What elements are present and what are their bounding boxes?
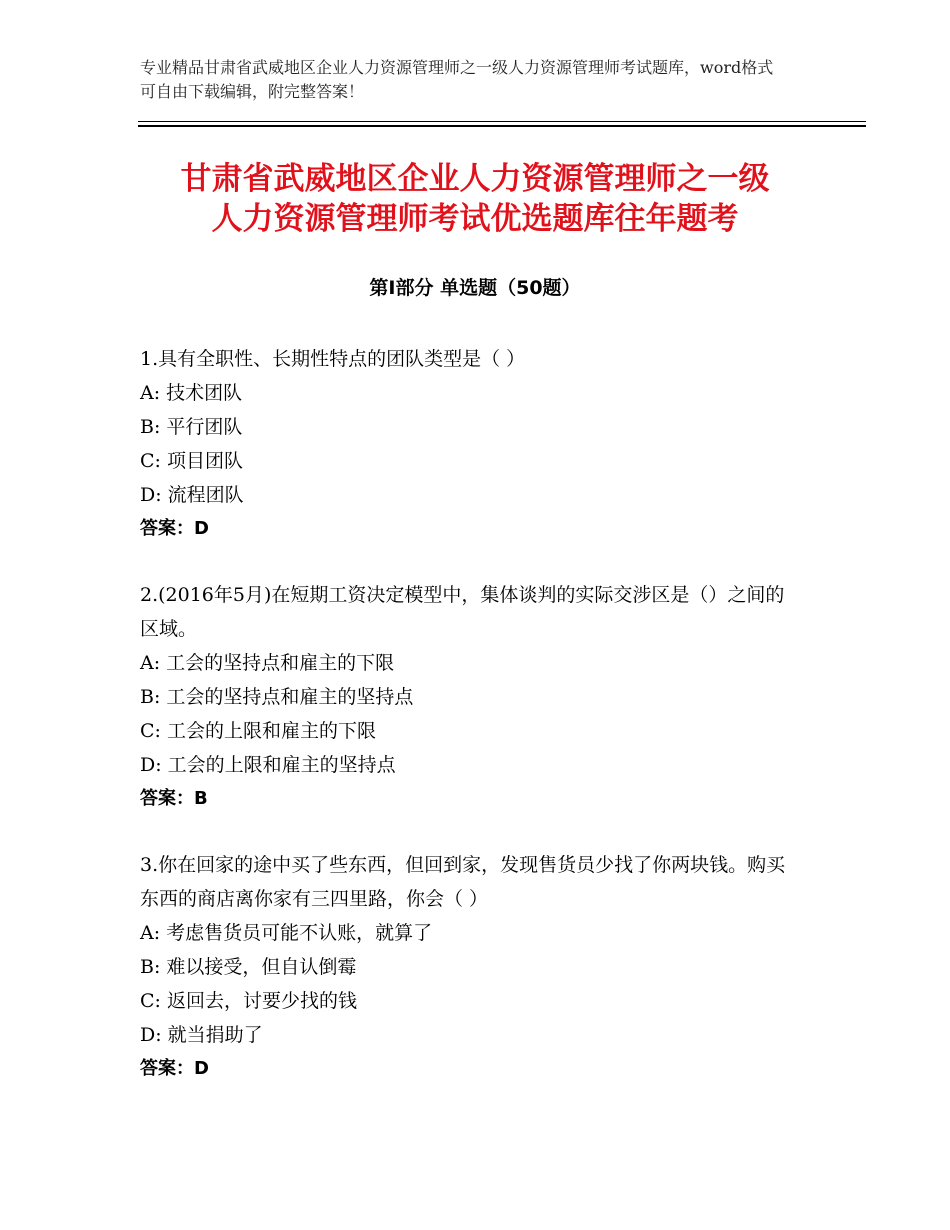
header-divider-thick [138, 125, 866, 127]
question-stem: 3.你在回家的途中买了些东西，但回到家，发现售货员少找了你两块钱。购买东西的商店离你家有三四里路，你会（ ） [140, 854, 786, 910]
option-d: D: 就当捐助了 [140, 1024, 263, 1046]
option-a: A: 技术团队 [140, 382, 243, 404]
question-item [140, 578, 800, 816]
header-note: 专业精品甘肃省武威地区企业人力资源管理师之一级人力资源管理师考试题库，word格式可自由下载编辑，附完整答案！ [140, 58, 774, 101]
question-item [140, 848, 800, 1086]
option-b: B: 平行团队 [140, 416, 243, 438]
option-b: B: 难以接受，但自认倒霉 [140, 956, 357, 978]
option-c: C: 返回去，讨要少找的钱 [140, 990, 357, 1012]
answer-key: 答案：B [140, 788, 208, 809]
option-d: D: 流程团队 [140, 484, 244, 506]
option-c: C: 项目团队 [140, 450, 243, 472]
option-c: C: 工会的上限和雇主的下限 [140, 720, 376, 742]
header-divider-thin [138, 121, 866, 122]
question-stem: 1.具有全职性、长期性特点的团队类型是（ ） [140, 348, 526, 370]
option-a: A: 工会的坚持点和雇主的下限 [140, 652, 395, 674]
option-a: A: 考虑售货员可能不认账，就算了 [140, 922, 433, 944]
question-stem: 2.(2016年5月)在短期工资决定模型中，集体谈判的实际交涉区是（）之间的区域。 [140, 584, 785, 640]
option-d: D: 工会的上限和雇主的坚持点 [140, 754, 396, 776]
question-list [140, 342, 800, 1118]
document-title-line-2: 人力资源管理师考试优选题库往年题考 [211, 201, 739, 237]
answer-key: 答案：D [140, 1058, 209, 1079]
section-heading: 第Ⅰ部分 单选题（50题） [369, 277, 581, 299]
question-item [140, 342, 800, 546]
answer-key: 答案：D [140, 518, 209, 539]
document-title-line-1: 甘肃省武威地区企业人力资源管理师之一级 [180, 161, 770, 197]
document-title [120, 159, 830, 239]
option-b: B: 工会的坚持点和雇主的坚持点 [140, 686, 414, 708]
